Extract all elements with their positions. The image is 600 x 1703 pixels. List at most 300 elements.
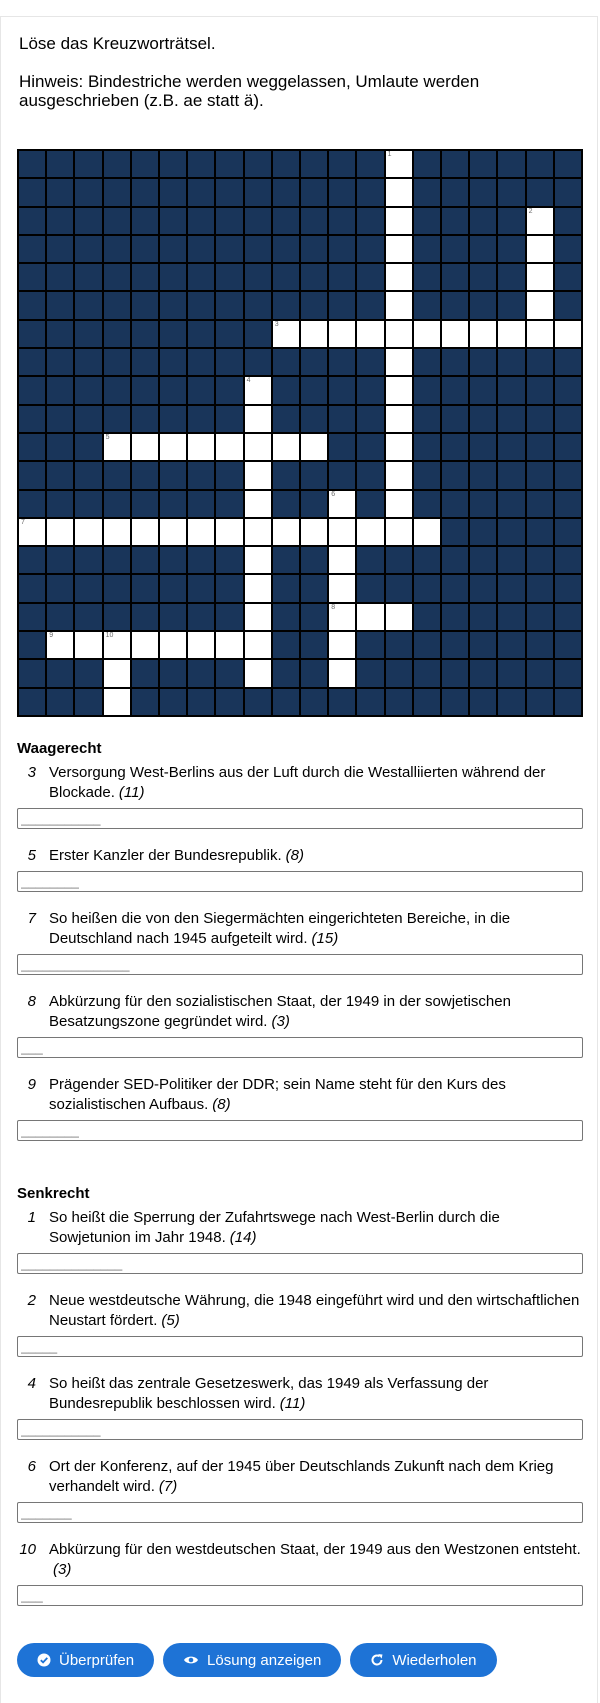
grid-cell-block — [19, 406, 45, 432]
grid-cell-open[interactable] — [245, 377, 271, 403]
grid-cell-open[interactable] — [527, 208, 553, 234]
grid-cell-block — [357, 292, 383, 318]
grid-cell-block — [273, 491, 299, 517]
grid-cell-block — [527, 632, 553, 658]
grid-cell-block — [47, 151, 73, 177]
clue-text: So heißen die von den Siegermächten eingerichteten Bereiche, in die Deutschland nach 1945 aufgeteilt wird. — [49, 910, 511, 947]
clue-number: 2 — [27, 1292, 36, 1309]
grid-cell-open[interactable] — [104, 632, 130, 658]
grid-cell-block — [555, 349, 581, 375]
grid-cell-block — [19, 491, 45, 517]
grid-cell-block — [273, 349, 299, 375]
clue-item — [17, 1075, 583, 1141]
grid-cell-block — [498, 689, 524, 715]
grid-cell-block — [188, 575, 214, 601]
grid-cell-block — [273, 179, 299, 205]
grid-cell-block — [273, 632, 299, 658]
retry-button[interactable] — [350, 1643, 496, 1677]
grid-cell-open[interactable] — [386, 519, 412, 545]
clue-number: 3 — [27, 764, 36, 781]
answer-input[interactable] — [17, 871, 583, 892]
grid-cell-block — [160, 349, 186, 375]
grid-cell-block — [414, 632, 440, 658]
clue-item — [17, 1374, 583, 1440]
grid-cell-block — [555, 151, 581, 177]
grid-cell-open[interactable] — [104, 689, 130, 715]
grid-cell-block — [160, 406, 186, 432]
grid-cell-block — [47, 689, 73, 715]
grid-cell-open[interactable] — [75, 519, 101, 545]
clue-length: (11) — [279, 1395, 306, 1412]
grid-cell-block — [357, 406, 383, 432]
grid-cell-block — [527, 547, 553, 573]
grid-cell-block — [301, 292, 327, 318]
grid-cell-open[interactable] — [329, 660, 355, 686]
clue-text-wrapper — [49, 909, 583, 949]
grid-cell-block — [527, 406, 553, 432]
grid-cell-block — [273, 236, 299, 262]
grid-cell-open[interactable] — [386, 292, 412, 318]
grid-cell-open[interactable] — [386, 236, 412, 262]
grid-cell-block — [555, 434, 581, 460]
grid-cell-block — [216, 151, 242, 177]
grid-cell-block — [75, 575, 101, 601]
grid-cell-open[interactable] — [357, 519, 383, 545]
grid-cell-block — [357, 208, 383, 234]
grid-cell-open[interactable] — [386, 321, 412, 347]
grid-cell-block — [245, 292, 271, 318]
grid-cell-open[interactable] — [245, 406, 271, 432]
grid-cell-open[interactable] — [160, 519, 186, 545]
grid-cell-block — [160, 491, 186, 517]
grid-cell-open[interactable] — [104, 660, 130, 686]
grid-cell-block — [527, 689, 553, 715]
grid-cell-block — [301, 575, 327, 601]
grid-cell-block — [273, 377, 299, 403]
grid-cell-block — [555, 264, 581, 290]
answer-input[interactable] — [17, 1037, 583, 1058]
grid-cell-block — [527, 434, 553, 460]
grid-cell-block — [555, 689, 581, 715]
grid-cell-open[interactable] — [245, 519, 271, 545]
grid-cell-block — [47, 604, 73, 630]
grid-cell-block — [301, 462, 327, 488]
grid-cell-open[interactable] — [245, 547, 271, 573]
grid-cell-block — [216, 547, 242, 573]
grid-cell-block — [470, 575, 496, 601]
answer-input[interactable] — [17, 1585, 583, 1606]
grid-cell-block — [301, 151, 327, 177]
check-button[interactable] — [17, 1643, 154, 1677]
grid-cell-block — [104, 264, 130, 290]
grid-cell-block — [414, 349, 440, 375]
grid-cell-block — [132, 689, 158, 715]
grid-cell-block — [498, 604, 524, 630]
grid-cell-block — [470, 462, 496, 488]
grid-cell-block — [132, 377, 158, 403]
grid-cell-block — [104, 406, 130, 432]
grid-cell-open[interactable] — [160, 632, 186, 658]
grid-cell-block — [188, 406, 214, 432]
grid-cell-block — [75, 406, 101, 432]
grid-cell-block — [527, 462, 553, 488]
grid-cell-block — [132, 491, 158, 517]
clue-text-wrapper — [49, 1540, 583, 1580]
grid-cell-open[interactable] — [357, 604, 383, 630]
clue-item — [17, 909, 583, 975]
clue-number: 9 — [27, 1076, 36, 1093]
clue-length: (15) — [311, 930, 339, 947]
grid-cell-open[interactable] — [386, 179, 412, 205]
grid-cell-block — [132, 321, 158, 347]
grid-cell-block — [216, 264, 242, 290]
grid-cell-block — [470, 151, 496, 177]
grid-cell-block — [555, 519, 581, 545]
grid-cell-block — [555, 236, 581, 262]
answer-input[interactable] — [17, 1419, 583, 1440]
grid-cell-open[interactable] — [245, 604, 271, 630]
grid-cell-open[interactable] — [386, 462, 412, 488]
grid-cell-open[interactable] — [216, 519, 242, 545]
grid-cell-block — [414, 208, 440, 234]
grid-cell-block — [47, 406, 73, 432]
clue-item — [17, 1457, 583, 1523]
clue-number: 4 — [27, 1375, 36, 1392]
grid-cell-open[interactable] — [47, 632, 73, 658]
grid-cell-block — [470, 179, 496, 205]
grid-cell-block — [470, 660, 496, 686]
grid-cell-block — [132, 208, 158, 234]
grid-cell-block — [386, 632, 412, 658]
grid-cell-block — [414, 604, 440, 630]
cell-number: 5 — [105, 433, 110, 441]
grid-cell-block — [75, 491, 101, 517]
grid-cell-block — [301, 179, 327, 205]
clue-item — [17, 846, 583, 892]
grid-cell-open[interactable] — [273, 321, 299, 347]
grid-cell-open[interactable] — [555, 321, 581, 347]
grid-cell-block — [357, 236, 383, 262]
grid-cell-block — [273, 151, 299, 177]
grid-cell-block — [442, 519, 468, 545]
grid-cell-block — [245, 689, 271, 715]
grid-cell-open[interactable] — [188, 632, 214, 658]
grid-cell-block — [19, 377, 45, 403]
grid-cell-block — [527, 377, 553, 403]
clue-item — [17, 1208, 583, 1274]
grid-cell-block — [357, 462, 383, 488]
grid-cell-open[interactable] — [329, 321, 355, 347]
answer-input[interactable] — [17, 1336, 583, 1357]
grid-cell-open[interactable] — [329, 491, 355, 517]
grid-cell-block — [104, 179, 130, 205]
grid-cell-block — [414, 491, 440, 517]
grid-cell-open[interactable] — [498, 321, 524, 347]
check-button-label: Überprüfen — [59, 1651, 135, 1669]
grid-cell-open[interactable] — [329, 632, 355, 658]
grid-cell-block — [555, 377, 581, 403]
grid-cell-open[interactable] — [329, 604, 355, 630]
grid-cell-block — [442, 604, 468, 630]
grid-cell-block — [47, 377, 73, 403]
grid-cell-block — [442, 547, 468, 573]
grid-cell-open[interactable] — [245, 575, 271, 601]
grid-cell-block — [470, 547, 496, 573]
grid-cell-block — [498, 179, 524, 205]
grid-cell-open[interactable] — [357, 321, 383, 347]
grid-cell-block — [386, 689, 412, 715]
grid-cell-block — [442, 264, 468, 290]
grid-cell-block — [19, 236, 45, 262]
grid-cell-block — [301, 208, 327, 234]
grid-cell-block — [442, 491, 468, 517]
grid-cell-open[interactable] — [386, 491, 412, 517]
grid-cell-block — [498, 151, 524, 177]
grid-cell-block — [216, 179, 242, 205]
grid-cell-block — [160, 179, 186, 205]
grid-cell-open[interactable] — [273, 519, 299, 545]
grid-cell-block — [273, 575, 299, 601]
grid-cell-block — [386, 660, 412, 686]
grid-cell-open[interactable] — [19, 519, 45, 545]
grid-cell-open[interactable] — [216, 632, 242, 658]
grid-cell-block — [47, 179, 73, 205]
grid-cell-open[interactable] — [414, 321, 440, 347]
clue-text-wrapper — [49, 846, 583, 866]
grid-cell-block — [216, 236, 242, 262]
grid-cell-block — [19, 434, 45, 460]
grid-cell-block — [498, 491, 524, 517]
grid-cell-block — [414, 377, 440, 403]
clue-text: Ort der Konferenz, auf der 1945 über Deutschlands Zukunft nach dem Krieg verhandelt wird. — [49, 1458, 554, 1495]
grid-cell-block — [47, 547, 73, 573]
grid-cell-block — [442, 434, 468, 460]
grid-cell-block — [160, 321, 186, 347]
show-solution-button[interactable] — [163, 1643, 341, 1677]
grid-cell-block — [329, 406, 355, 432]
grid-cell-block — [273, 292, 299, 318]
cell-number: 9 — [49, 632, 54, 640]
grid-cell-block — [216, 462, 242, 488]
grid-cell-block — [160, 377, 186, 403]
grid-cell-block — [216, 491, 242, 517]
grid-cell-open[interactable] — [386, 604, 412, 630]
cell-number: 4 — [246, 377, 251, 385]
grid-cell-block — [498, 434, 524, 460]
grid-cell-open[interactable] — [386, 151, 412, 177]
grid-cell-block — [273, 660, 299, 686]
clue-text-wrapper — [49, 763, 583, 803]
grid-cell-open[interactable] — [245, 660, 271, 686]
grid-cell-block — [357, 632, 383, 658]
grid-cell-block — [442, 462, 468, 488]
grid-cell-open[interactable] — [273, 434, 299, 460]
clue-text: Abkürzung für den sozialistischen Staat, der 1949 in der sowjetischen Besatzungszone gegründet wird. — [49, 993, 511, 1030]
answer-input[interactable] — [17, 954, 583, 975]
grid-cell-block — [442, 292, 468, 318]
grid-cell-block — [132, 462, 158, 488]
grid-cell-open[interactable] — [245, 491, 271, 517]
grid-cell-block — [188, 604, 214, 630]
grid-cell-block — [470, 208, 496, 234]
grid-cell-open[interactable] — [414, 519, 440, 545]
grid-cell-open[interactable] — [386, 264, 412, 290]
clue-number: 1 — [27, 1209, 36, 1226]
grid-cell-open[interactable] — [160, 434, 186, 460]
grid-cell-block — [301, 632, 327, 658]
grid-cell-block — [132, 604, 158, 630]
grid-cell-block — [19, 292, 45, 318]
answer-input[interactable] — [17, 1253, 583, 1274]
grid-cell-block — [75, 660, 101, 686]
grid-cell-open[interactable] — [104, 519, 130, 545]
grid-cell-block — [414, 434, 440, 460]
grid-cell-block — [555, 462, 581, 488]
grid-cell-block — [47, 349, 73, 375]
grid-cell-block — [160, 689, 186, 715]
grid-cell-block — [160, 604, 186, 630]
grid-cell-block — [47, 491, 73, 517]
grid-cell-block — [527, 519, 553, 545]
grid-cell-block — [357, 547, 383, 573]
grid-cell-block — [555, 406, 581, 432]
grid-cell-open[interactable] — [386, 349, 412, 375]
grid-cell-block — [442, 236, 468, 262]
grid-cell-block — [75, 604, 101, 630]
grid-cell-block — [75, 236, 101, 262]
grid-cell-block — [216, 575, 242, 601]
grid-cell-block — [160, 462, 186, 488]
grid-cell-open[interactable] — [104, 434, 130, 460]
grid-cell-open[interactable] — [301, 321, 327, 347]
grid-cell-block — [329, 151, 355, 177]
grid-cell-block — [414, 406, 440, 432]
grid-cell-open[interactable] — [527, 292, 553, 318]
grid-cell-block — [104, 292, 130, 318]
grid-cell-block — [470, 236, 496, 262]
grid-cell-block — [104, 208, 130, 234]
grid-cell-block — [132, 547, 158, 573]
grid-cell-block — [132, 151, 158, 177]
answer-input[interactable] — [17, 808, 583, 829]
grid-cell-open[interactable] — [386, 208, 412, 234]
grid-cell-block — [273, 462, 299, 488]
grid-cell-block — [19, 689, 45, 715]
grid-cell-block — [273, 264, 299, 290]
grid-cell-block — [188, 547, 214, 573]
grid-cell-block — [19, 660, 45, 686]
grid-cell-open[interactable] — [386, 434, 412, 460]
grid-cell-block — [414, 179, 440, 205]
grid-cell-open[interactable] — [527, 264, 553, 290]
grid-cell-block — [470, 434, 496, 460]
grid-cell-block — [216, 292, 242, 318]
grid-cell-block — [498, 406, 524, 432]
grid-cell-open[interactable] — [132, 632, 158, 658]
grid-cell-block — [188, 321, 214, 347]
grid-cell-open[interactable] — [245, 462, 271, 488]
grid-cell-open[interactable] — [470, 321, 496, 347]
grid-cell-block — [329, 689, 355, 715]
clue-item — [17, 763, 583, 829]
grid-cell-open[interactable] — [329, 519, 355, 545]
grid-cell-block — [47, 575, 73, 601]
grid-cell-block — [414, 689, 440, 715]
grid-cell-block — [301, 660, 327, 686]
grid-cell-block — [188, 292, 214, 318]
grid-cell-open[interactable] — [245, 434, 271, 460]
grid-cell-block — [498, 264, 524, 290]
grid-cell-block — [104, 151, 130, 177]
grid-cell-block — [527, 491, 553, 517]
answer-input[interactable] — [17, 1120, 583, 1141]
cell-number: 8 — [331, 603, 336, 611]
grid-cell-block — [301, 377, 327, 403]
grid-cell-open[interactable] — [329, 575, 355, 601]
grid-cell-open[interactable] — [442, 321, 468, 347]
grid-cell-block — [19, 151, 45, 177]
grid-cell-block — [19, 462, 45, 488]
clue-number: 8 — [27, 993, 36, 1010]
instructions — [19, 34, 579, 110]
grid-cell-block — [301, 406, 327, 432]
grid-cell-block — [498, 208, 524, 234]
grid-cell-block — [329, 179, 355, 205]
grid-cell-open[interactable] — [527, 236, 553, 262]
grid-cell-block — [329, 236, 355, 262]
grid-cell-block — [470, 519, 496, 545]
grid-cell-block — [132, 575, 158, 601]
grid-cell-open[interactable] — [188, 434, 214, 460]
grid-cell-open[interactable] — [75, 632, 101, 658]
grid-cell-open[interactable] — [47, 519, 73, 545]
grid-cell-block — [498, 292, 524, 318]
grid-cell-open[interactable] — [132, 519, 158, 545]
grid-cell-block — [470, 406, 496, 432]
grid-cell-open[interactable] — [132, 434, 158, 460]
grid-cell-block — [160, 208, 186, 234]
grid-cell-open[interactable] — [301, 434, 327, 460]
grid-cell-open[interactable] — [329, 547, 355, 573]
grid-cell-block — [527, 660, 553, 686]
eye-icon — [183, 1654, 199, 1666]
answer-input[interactable] — [17, 1502, 583, 1523]
clue-length: (5) — [161, 1312, 180, 1329]
clue-text: Abkürzung für den westdeutschen Staat, der 1949 aus den Westzonen entsteht. — [49, 1541, 581, 1558]
clue-number: 7 — [27, 910, 36, 927]
across-title: Waagerecht — [17, 740, 102, 757]
clue-text-wrapper — [49, 1075, 583, 1115]
grid-cell-block — [357, 491, 383, 517]
grid-cell-block — [216, 321, 242, 347]
grid-cell-block — [527, 349, 553, 375]
grid-cell-block — [104, 604, 130, 630]
grid-cell-open[interactable] — [386, 406, 412, 432]
grid-cell-block — [216, 208, 242, 234]
grid-cell-block — [357, 689, 383, 715]
grid-cell-open[interactable] — [301, 519, 327, 545]
grid-cell-open[interactable] — [386, 377, 412, 403]
grid-cell-block — [555, 575, 581, 601]
grid-cell-block — [498, 236, 524, 262]
grid-cell-open[interactable] — [188, 519, 214, 545]
grid-cell-block — [442, 689, 468, 715]
clue-text: So heißt die Sperrung der Zufahrtswege nach West-Berlin durch die Sowjetunion im Jahr 1948. — [49, 1209, 500, 1246]
grid-cell-open[interactable] — [245, 632, 271, 658]
grid-cell-open[interactable] — [527, 321, 553, 347]
grid-cell-open[interactable] — [216, 434, 242, 460]
grid-cell-block — [188, 151, 214, 177]
